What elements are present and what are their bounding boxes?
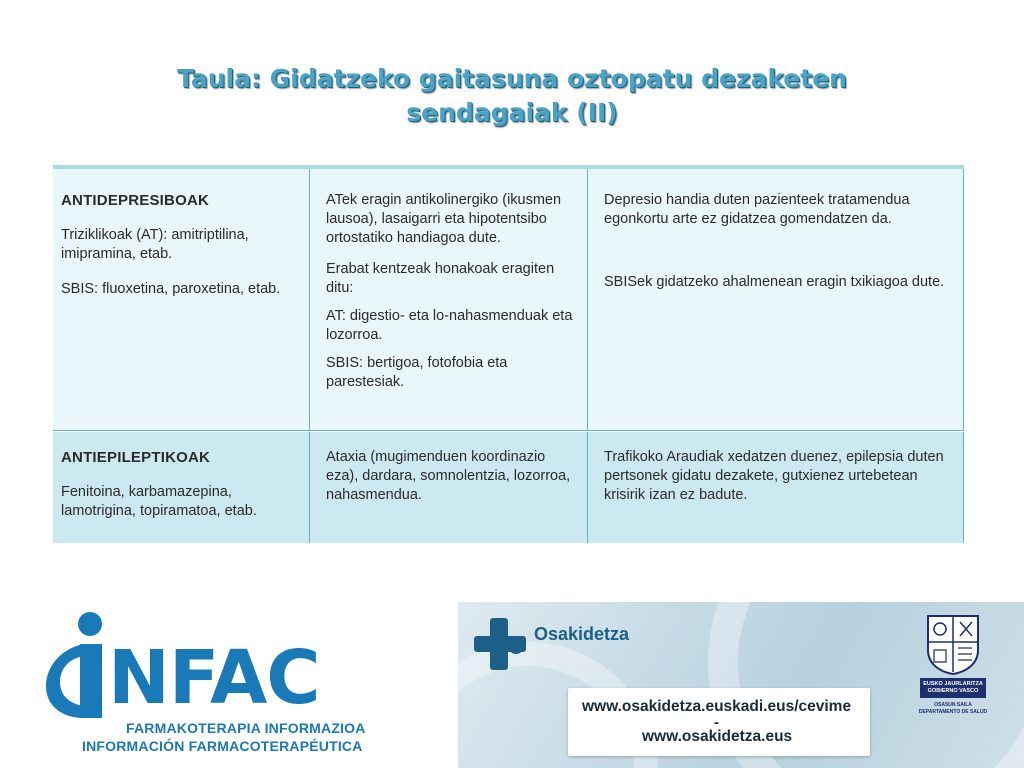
infac-wordmark: NFAC	[108, 635, 320, 721]
effect-text: AT: digestio- eta lo-nahasmenduak eta lozorroa.	[326, 308, 573, 343]
url-box	[568, 688, 870, 756]
effect-text: ATek eragin antikolinergiko (ikusmen lausoa), lasaigarri eta hipotentsibo ortostatiko handiagoa dute.	[326, 192, 562, 246]
advice-cell	[588, 169, 964, 430]
drug-list-item: Fenitoina, karbamazepina, lamotrigina, topiramatoa, etab.	[61, 484, 257, 519]
url-separator: -	[714, 714, 719, 731]
drug-list-item: Triziklikoak (AT): amitriptilina, imipramina, etab.	[61, 227, 249, 262]
gov-department: OSASUN SAILA DEPARTAMENTO DE SALUD	[918, 702, 988, 715]
title-line-1: Taula: Gidatzeko gaitasuna oztopatu dezaketen	[177, 64, 847, 93]
infac-logo	[40, 610, 390, 760]
advice-text: Trafikoko Araudiak xedatzen duenez, epilepsia duten pertsonek gidatu dezakete, gutxienez urtebetean krisirik izan ez badute.	[604, 449, 944, 503]
title-line-2: sendagaiak (II)	[406, 98, 618, 127]
basque-government-logo	[920, 610, 986, 722]
osakidetza-banner	[458, 602, 1024, 768]
drug-group-heading: ANTIEPILEPTIKOAK	[61, 449, 211, 466]
osakidetza-cross-icon	[472, 616, 528, 672]
table-row	[53, 432, 964, 543]
gov-label: EUSKO JAURLARITZA GOBIERNO VASCO	[920, 678, 986, 698]
effects-cell	[310, 432, 588, 543]
advice-cell	[588, 432, 964, 543]
effects-cell	[310, 169, 588, 430]
coat-of-arms-icon	[920, 610, 986, 676]
osakidetza-brand: Osakidetza	[534, 624, 630, 644]
drug-group-cell	[53, 169, 310, 430]
page-title	[100, 62, 924, 130]
advice-text: SBISek gidatzeko ahalmenean eragin txikiagoa dute.	[604, 274, 945, 290]
drug-table	[53, 165, 964, 543]
advice-text: Depresio handia duten pazienteek tratamendua egonkortu arte ez gidatzea gomendatzen da.	[604, 192, 910, 227]
drug-group-heading: ANTIDEPRESIBOAK	[61, 192, 210, 209]
effect-text: Erabat kentzeak honakoak eragiten ditu:	[326, 261, 555, 296]
cevime-link[interactable]: www.osakidetza.euskadi.eus/cevime	[582, 698, 852, 715]
effect-text: Ataxia (mugimenduen koordinazio eza), dardara, somnolentzia, lozorroa, nahasmendua.	[326, 449, 571, 503]
osakidetza-link[interactable]: www.osakidetza.eus	[642, 728, 793, 745]
drug-group-cell	[53, 432, 310, 543]
drug-list-item: SBIS: fluoxetina, paroxetina, etab.	[61, 281, 281, 297]
infac-subtitle-eu: FARMAKOTERAPIA INFORMAZIOA	[126, 720, 366, 736]
table-row	[53, 169, 964, 431]
effect-text: SBIS: bertigoa, fotofobia eta parestesiak.	[326, 355, 508, 390]
infac-subtitle-es: INFORMACIÓN FARMACOTERAPÉUTICA	[82, 738, 363, 754]
